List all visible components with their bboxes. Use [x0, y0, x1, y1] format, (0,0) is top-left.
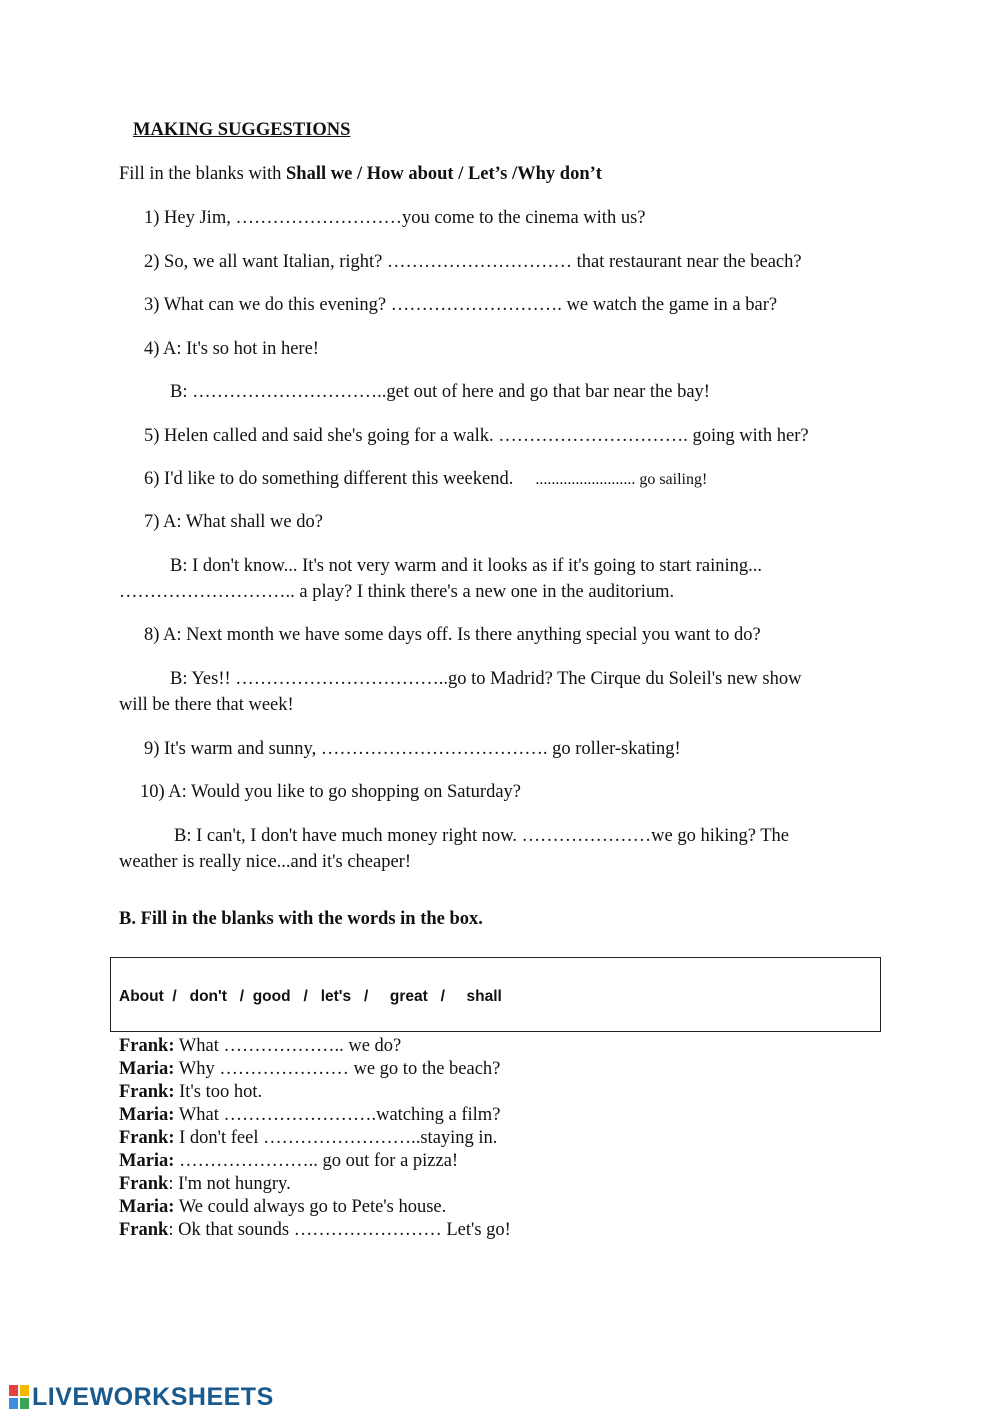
question-4b: B: …………………………..get out of here and go that bar near the bay! — [170, 382, 710, 402]
speaker: Maria: — [119, 1105, 175, 1125]
dialogue-line — [119, 1219, 511, 1242]
question-1: 1) Hey Jim, ………………………you come to the cinema with us? — [144, 208, 646, 228]
word-box — [110, 957, 881, 1032]
question-5: 5) Helen called and said she's going for a walk. …………………………. going with her? — [144, 426, 809, 446]
dialogue-line — [119, 1081, 262, 1104]
question-7a: 7) A: What shall we do? — [144, 512, 323, 532]
dialogue-line — [119, 1173, 291, 1196]
instruction-a — [119, 163, 602, 185]
question-6-text: 6) I'd like to do something different this weekend. — [144, 469, 514, 489]
line-text: We could always go to Pete's house. — [174, 1197, 447, 1217]
question-10b: B: I can't, I don't have much money right now. …………………we go hiking? The — [174, 826, 790, 846]
question-7b-cont: ……………………….. a play? I think there's a new one in the auditorium. — [119, 582, 675, 602]
question-10a: 10) A: Would you like to go shopping on Saturday? — [140, 782, 521, 802]
word-box-words: About / don't / good / let's / great / shall — [119, 988, 502, 1005]
line-text: : I'm not hungry. — [168, 1174, 291, 1194]
dialogue-line — [119, 1035, 401, 1058]
logo-blocks-icon — [8, 1384, 30, 1410]
dialogue-line — [119, 1127, 497, 1150]
dialogue-line — [119, 1150, 458, 1173]
speaker: Frank: — [119, 1082, 175, 1102]
question-4a: 4) A: It's so hot in here! — [144, 339, 319, 359]
line-text: What ……………….. we do? — [174, 1036, 402, 1056]
instruction-a-prefix: Fill in the blanks with — [119, 164, 287, 184]
line-text: What …………………….watching a film? — [174, 1105, 501, 1125]
question-3: 3) What can we do this evening? ………………………. we watch the game in a bar? — [144, 295, 778, 315]
line-text: ………………….. go out for a pizza! — [174, 1151, 459, 1171]
speaker: Frank — [119, 1220, 169, 1240]
question-8b: B: Yes!! ……………………………..go to Madrid? The Cirque du Soleil's new show — [170, 669, 802, 689]
speaker: Frank — [119, 1174, 169, 1194]
liveworksheets-logo — [8, 1382, 274, 1412]
line-text: Why ………………… we go to the beach? — [174, 1059, 501, 1079]
speaker: Maria: — [119, 1197, 175, 1217]
page-title: MAKING SUGGESTIONS — [133, 120, 351, 140]
dialogue-line — [119, 1196, 446, 1219]
question-8b-cont: will be there that week! — [119, 695, 294, 715]
line-text: : Ok that sounds …………………… Let's go! — [168, 1220, 511, 1240]
question-7b: B: I don't know... It's not very warm and it looks as if it's going to start raining... — [170, 556, 762, 576]
instruction-a-options: Shall we / How about / Let’s /Why don’t — [286, 164, 602, 184]
speaker: Frank: — [119, 1036, 175, 1056]
question-6 — [144, 468, 707, 491]
line-text: I don't feel ……………………..staying in. — [174, 1128, 498, 1148]
question-10b-cont: weather is really nice...and it's cheaper! — [119, 852, 411, 872]
speaker: Maria: — [119, 1151, 175, 1171]
dialogue-line — [119, 1058, 500, 1081]
logo-text: LIVEWORKSHEETS — [32, 1382, 274, 1411]
question-8a: 8) A: Next month we have some days off. Is there anything special you want to do? — [144, 625, 761, 645]
dialogue-line — [119, 1104, 500, 1127]
section-b-title: B. Fill in the blanks with the words in the box. — [119, 909, 483, 929]
speaker: Maria: — [119, 1059, 175, 1079]
line-text: It's too hot. — [174, 1082, 263, 1102]
speaker: Frank: — [119, 1128, 175, 1148]
question-6-blank: ......................... go sailing! — [535, 471, 708, 488]
question-9: 9) It's warm and sunny, ………………………………. go roller-skating! — [144, 739, 681, 759]
question-2: 2) So, we all want Italian, right? ………………………… that restaurant near the beach? — [144, 252, 802, 272]
